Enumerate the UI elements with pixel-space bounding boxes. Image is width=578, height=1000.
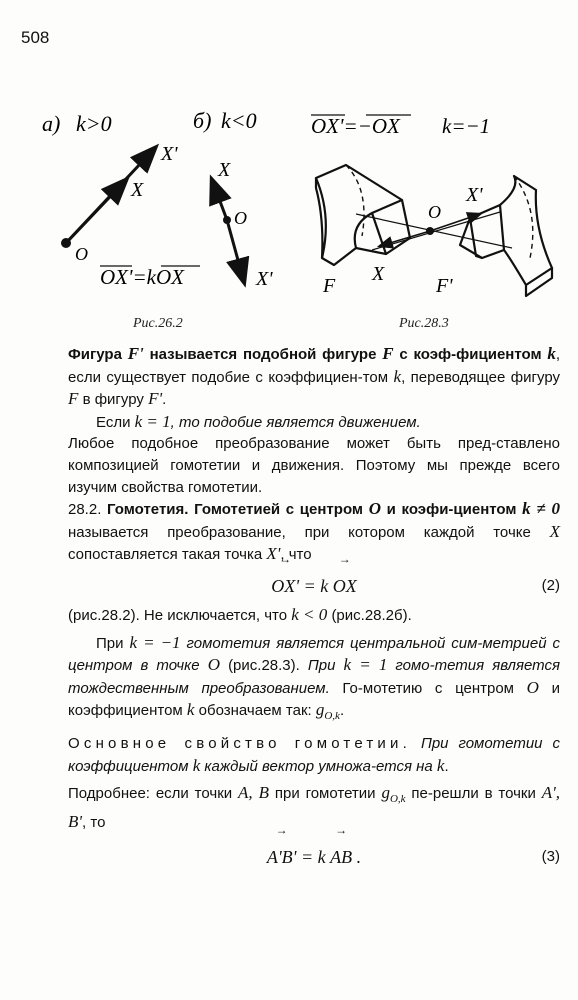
label-x-b: X xyxy=(218,159,231,181)
vector-ox-prime-b xyxy=(227,220,244,282)
para-homothety-def: 28.2. Гомотетия. Гомотетией с центром O и коэфи-циентом k ≠ 0 называется преобразование, при котором каждой точке X сопоставляется такая точка X', что xyxy=(68,499,560,564)
fig-b-label: б) xyxy=(193,108,212,133)
fig2-k: k=−1 xyxy=(442,114,491,138)
label-x-a: X xyxy=(131,179,144,201)
label-x-2: X xyxy=(372,263,385,285)
para-main-property: Основное свойство гомотетии. При гомотетии с коэффициентом k каждый вектор умножа-ется на k. xyxy=(68,734,560,775)
fig-a-label: а) xyxy=(42,111,61,136)
vector-ox-2 xyxy=(380,231,430,246)
para-k-minus-one: При k = −1 гомотетия является центральной сим-метрией с центром в точке O (рис.28.3). При k = 1 гомо-тетия является тождественным преобразованием. Го-мотетию с центром O и коэффициентом k обозначаем так: $g_{O,k}$. xyxy=(68,632,561,723)
caption-fig-26-2: Рис.26.2 xyxy=(133,316,183,331)
equation-2-number: (2) xyxy=(541,576,560,594)
body-text xyxy=(68,343,560,875)
point-o-b xyxy=(223,216,231,224)
label-o-b: O xyxy=(234,208,247,228)
para-similar-figure: Фигура F' называется подобной фигуре F с коэф-фициентом k, если существует подобие с коэффициен-том k, переводящее фигуру F в фигуру F'. xyxy=(68,344,561,409)
equation-2: → OX' = k → OX (2) xyxy=(68,568,560,604)
page-number: 508 xyxy=(21,28,50,47)
point-o-a xyxy=(61,238,71,248)
figures-svg xyxy=(0,95,578,345)
fig-b-condition: k<0 xyxy=(221,108,257,133)
caption-fig-28-3: Рис.28.3 xyxy=(399,316,449,331)
para-k-one: Если k = 1, то подобие является движением. xyxy=(96,411,421,431)
label-o-2: O xyxy=(428,202,441,222)
equation-3-number: (3) xyxy=(541,848,560,866)
label-f: F xyxy=(323,275,336,297)
fig-a-condition: k>0 xyxy=(76,111,112,136)
label-x-prime-a: X' xyxy=(161,143,178,165)
fig2-formula: OX'=−OX xyxy=(311,114,400,138)
label-x-prime-2: X' xyxy=(466,184,483,206)
figures xyxy=(0,95,578,345)
equation-3: → A'B' = k → AB . (3) xyxy=(68,839,560,875)
label-f-prime: F' xyxy=(436,275,453,297)
point-o-2 xyxy=(426,227,434,235)
para-not-excluded: (рис.28.2). Не исключается, что k < 0 (рис.28.2б). xyxy=(68,604,412,624)
para-composition: Любое подобное преобразование может быть пред-ставлено композицией гомотетии и движения. Поэтому мы прежде всего изучим свойства гомотетии. xyxy=(68,435,560,496)
para-details: Подробнее: если точки A, B при гомотетии $g_{O,k}$ пе-решли в точки A', B', то xyxy=(68,783,561,831)
label-x-prime-b: X' xyxy=(256,268,273,290)
fig-a-formula: OX'=kOX xyxy=(100,265,184,289)
vector-ox-a xyxy=(66,180,126,243)
vector-ox-b xyxy=(212,180,227,220)
label-o-a: O xyxy=(75,244,88,264)
